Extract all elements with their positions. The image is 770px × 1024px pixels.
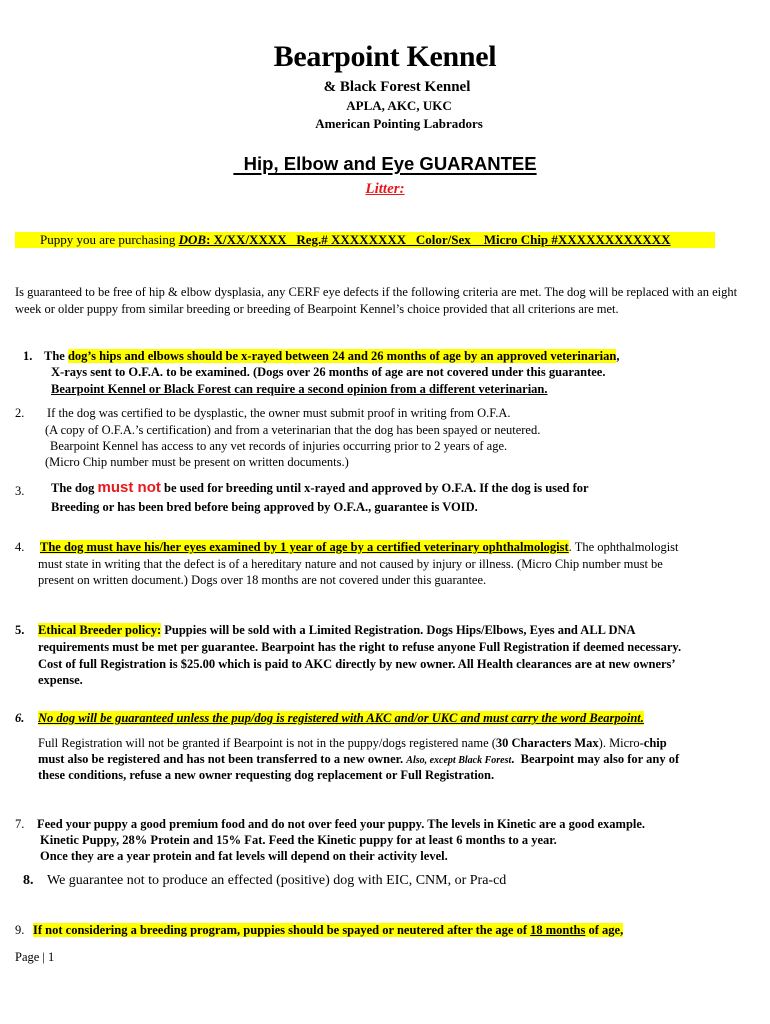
item-2-line-2: (A copy of O.F.A.’s certification) and from a veterinarian that the dog has been spayed or neutered. <box>45 423 541 437</box>
guarantee-heading <box>0 153 770 175</box>
item-9-line-1 <box>33 922 623 938</box>
dob-label: DOB <box>178 232 207 247</box>
highlighted-text: The dog must have his/her eyes examined by 1 year of age by a certified veterinary ophthalmologist <box>40 540 569 554</box>
item-3-line-1 <box>51 480 589 496</box>
item-5-line-1 <box>38 622 636 638</box>
item-1-line-2: X-rays sent to O.F.A. to be examined. (Dogs over 26 months of age are not covered under this guarantee. <box>51 365 606 379</box>
highlighted-text: dog’s hips and elbows should be x-rayed between 24 and 26 months of age by an approved veterinarian <box>67 349 617 363</box>
text: The dog <box>51 481 98 495</box>
item-1-line-1 <box>44 348 619 364</box>
text: must also be registered and has not been transferred to a new owner. <box>38 752 407 766</box>
text: be used for breeding until x-rayed and approved by O.F.A. If the dog is used for <box>160 481 589 495</box>
text: Full Registration will not be granted if Bearpoint is not in the puppy/dogs registered name ( <box>38 736 496 750</box>
item-5-line-2: requirements must be met per guarantee. Bearpoint has the right to refuse anyone Full Registration if deemed necessary. <box>38 640 682 654</box>
intro-paragraph: Is guaranteed to be free of hip & elbow dysplasia, any CERF eye defects if the following criteria are met. The dog will be replaced with an eight week or older puppy from similar breeding or breeding of Bearpoint Kennel’s choice provided that all criterions are met. <box>15 285 738 316</box>
text: If not considering a breeding program, puppies should be spayed or neutered after the age of <box>33 923 531 937</box>
item-5-line-4: expense. <box>38 673 83 687</box>
item-3-line-2: Breeding or has been bred before being approved by O.F.A., guarantee is VOID. <box>51 500 478 514</box>
litter-text: Litter: <box>365 181 405 197</box>
item-2-line-1: If the dog was certified to be dysplastic, the owner must submit proof in writing from O.F.A. <box>47 406 511 420</box>
kennel-title: Bearpoint Kennel <box>273 40 497 73</box>
item-8-line-1: We guarantee not to produce an effected (positive) dog with EIC, CNM, or Pra-cd <box>47 873 507 888</box>
item-4-line-2: must state in writing that the defect is of a hereditary nature and not caused by injury or illness. (Micro Chip number must be <box>38 557 663 571</box>
text: . Bearpoint may also for any of <box>511 752 680 766</box>
registries: APLA, AKC, UKC <box>346 98 452 113</box>
item-4-line-1 <box>40 539 679 555</box>
text: , <box>616 349 620 363</box>
item-number: 9. <box>15 923 25 937</box>
item-6-paragraph-line-3: these conditions, refuse a new owner requesting dog replacement or Full Registration. <box>38 768 495 782</box>
text: Puppies will be sold with a Limited Registration. Dogs Hips/Elbows, Eyes and ALL DNA <box>161 623 636 637</box>
text: of age, <box>585 923 624 937</box>
text: . The ophthalmologist <box>568 540 679 554</box>
item-7-line-2: Kinetic Puppy, 28% Protein and 15% Fat. Feed the Kinetic puppy for at least 6 months to a year. <box>40 833 557 847</box>
page-number: Page | 1 <box>15 950 55 964</box>
item-2-line-3: Bearpoint Kennel has access to any vet records of injuries occurring prior to 2 years of age. <box>50 439 508 453</box>
kennel-subtitle: & Black Forest Kennel <box>323 79 471 95</box>
text: 18 months <box>530 923 586 937</box>
text: ). Micro- <box>598 736 644 750</box>
highlighted-text: No dog will be guaranteed unless the pup/dog is registered with AKC and/or UKC and must carry the word Bearpoint. <box>38 711 644 725</box>
must-not-emphasis: must not <box>97 479 161 496</box>
purchase-lead: Puppy you are purchasing <box>40 232 179 247</box>
item-6-line-1 <box>38 710 644 726</box>
purchase-details: : X/XX/XXXX Reg.# XXXXXXXX Color/Sex Micro Chip #XXXXXXXXXXXX <box>206 232 671 247</box>
text: 30 Characters Max <box>495 736 599 750</box>
text: Also, except Black Forest <box>406 755 512 766</box>
item-number: 4. <box>15 540 25 554</box>
item-7-line-3: Once they are a year protein and fat levels will depend on their activity level. <box>40 849 448 863</box>
item-1-line-3: Bearpoint Kennel or Black Forest can require a second opinion from a different veterinarian. <box>51 382 548 396</box>
item-2-line-4: (Micro Chip number must be present on written documents.) <box>45 455 349 469</box>
item-number: 8. <box>23 873 34 888</box>
item-number: 1. <box>23 349 33 363</box>
item-number: 7. <box>15 817 25 831</box>
text: The <box>44 349 68 363</box>
highlighted-text <box>33 923 623 937</box>
highlighted-text: Ethical Breeder policy: <box>38 623 162 637</box>
guarantee-title: Hip, Elbow and Eye GUARANTEE <box>233 153 537 174</box>
item-number: 5. <box>15 623 25 637</box>
item-number: 3. <box>15 484 25 498</box>
item-7-line-1: Feed your puppy a good premium food and do not over feed your puppy. The levels in Kinetic are a good example. <box>37 817 646 831</box>
breed-line: American Pointing Labradors <box>315 116 483 131</box>
item-6-paragraph-line-1 <box>38 735 667 751</box>
item-4-line-3: present on written document.) Dogs over 18 months are not covered under this guarantee. <box>38 573 487 587</box>
litter-label <box>0 181 770 198</box>
item-number: 2. <box>15 406 25 420</box>
purchase-line <box>15 232 715 248</box>
text: chip <box>643 736 667 750</box>
item-number: 6. <box>15 711 25 725</box>
item-5-line-3: Cost of full Registration is $25.00 which is paid to AKC directly by new owner. All Health clearances are at new owners’ <box>38 657 676 671</box>
